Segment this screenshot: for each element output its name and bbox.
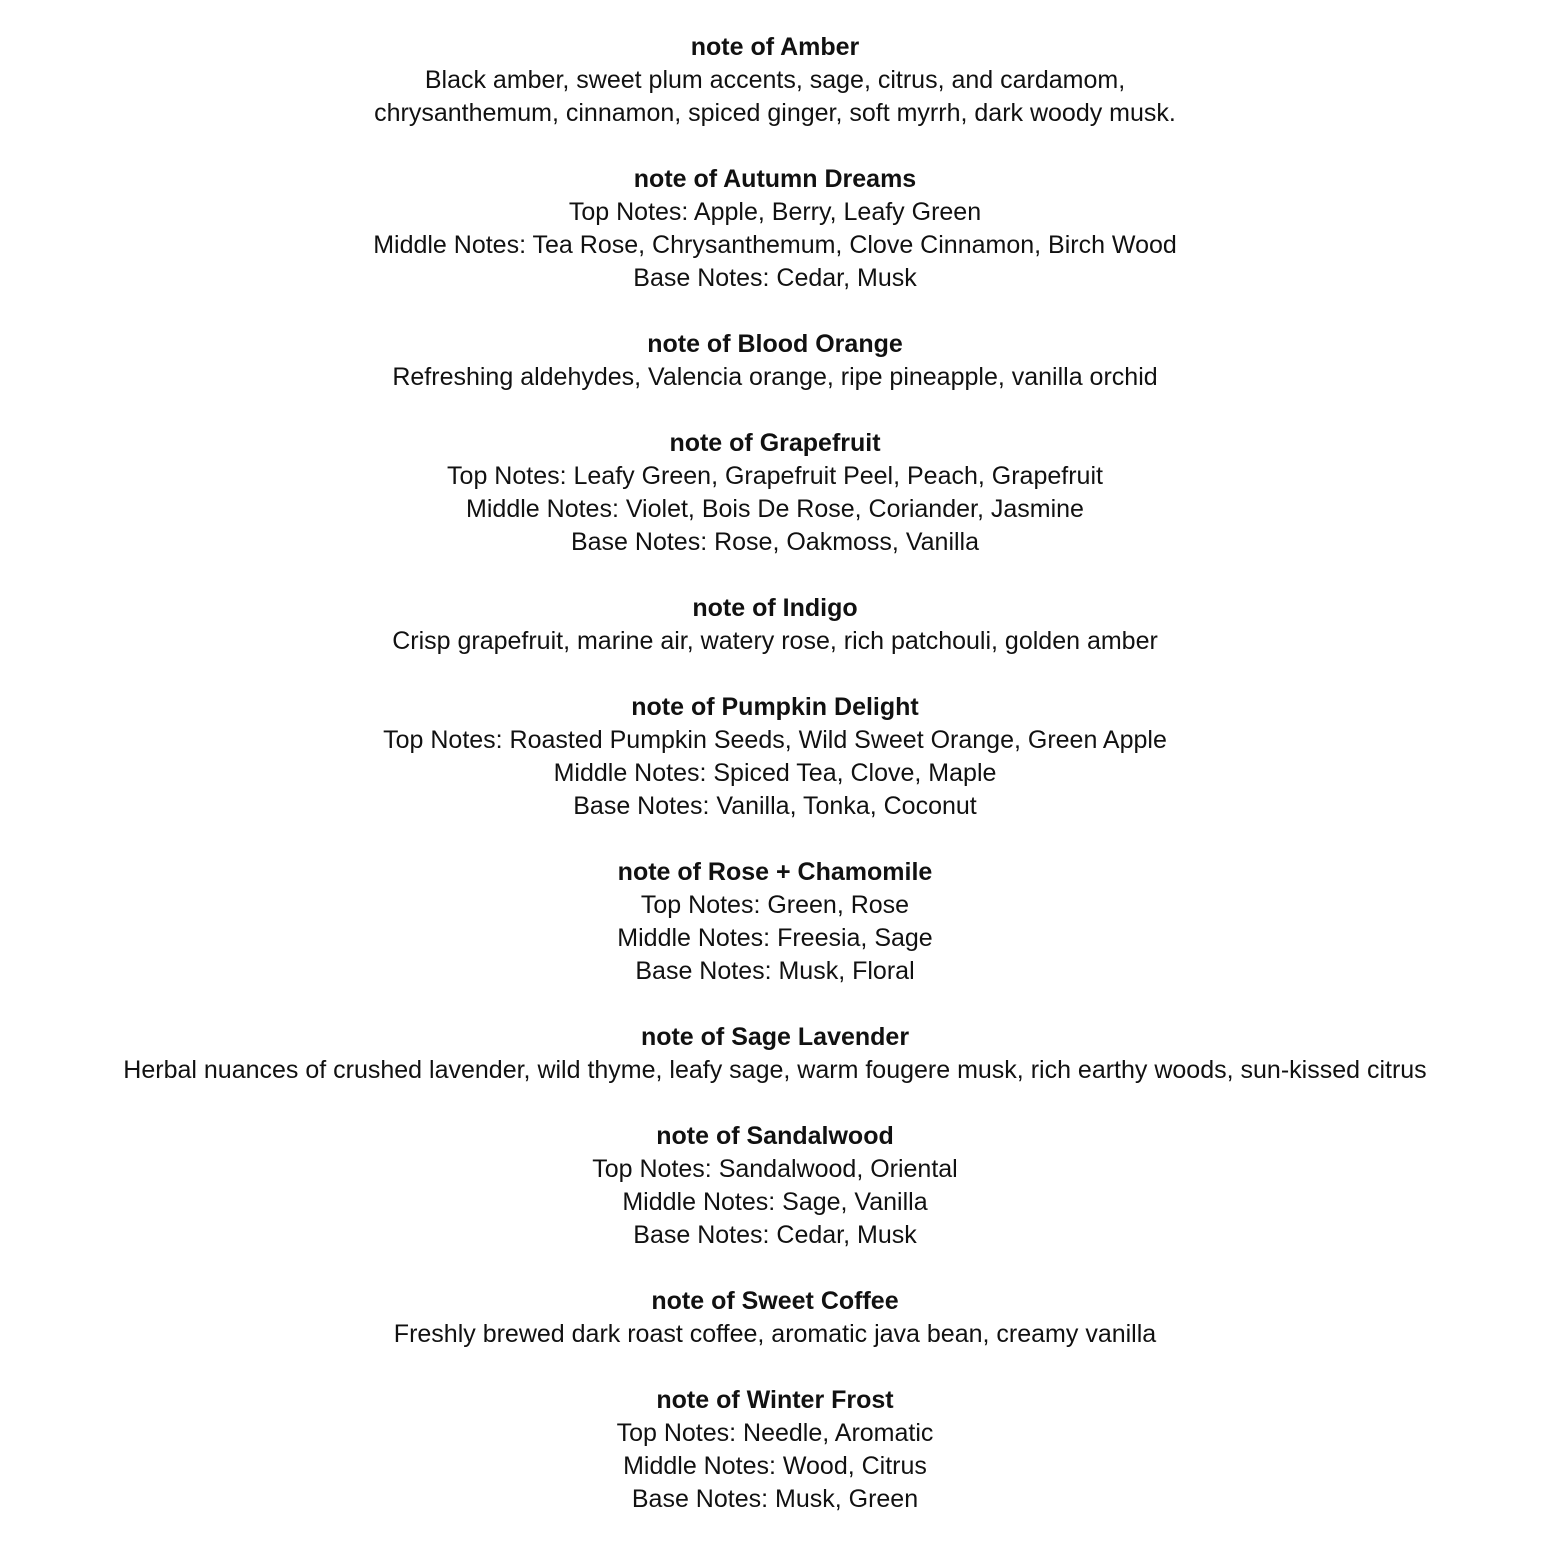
scent-entry-blood-orange (0, 328, 1550, 394)
scent-entry-indigo (0, 592, 1550, 658)
scent-entry-grapefruit (0, 427, 1550, 559)
base-notes-line: Base Notes: Cedar, Musk (633, 264, 917, 292)
scent-entry-rose-chamomile (0, 856, 1550, 988)
top-notes-line: Top Notes: Sandalwood, Oriental (592, 1155, 958, 1183)
top-notes-line: Top Notes: Leafy Green, Grapefruit Peel, Peach, Grapefruit (447, 462, 1103, 490)
base-notes-line: Base Notes: Cedar, Musk (633, 1221, 917, 1249)
top-notes-line: Top Notes: Apple, Berry, Leafy Green (568, 198, 982, 226)
scent-title: note of Autumn Dreams (633, 165, 917, 193)
scent-entry-amber (0, 31, 1550, 130)
base-notes-line: Base Notes: Musk, Green (631, 1485, 919, 1513)
scent-entry-sweet-coffee (0, 1285, 1550, 1351)
scent-description-line: Crisp grapefruit, marine air, watery rose, rich patchouli, golden amber (392, 627, 1158, 655)
middle-notes-line: Middle Notes: Spiced Tea, Clove, Maple (553, 759, 997, 787)
scent-description-line: chrysanthemum, cinnamon, spiced ginger, soft myrrh, dark woody musk. (374, 99, 1176, 127)
middle-notes-line: Middle Notes: Wood, Citrus (623, 1452, 927, 1480)
middle-notes-line: Middle Notes: Sage, Vanilla (622, 1188, 928, 1216)
middle-notes-line: Middle Notes: Tea Rose, Chrysanthemum, Clove Cinnamon, Birch Wood (373, 231, 1177, 259)
scent-title: note of Rose + Chamomile (617, 858, 933, 886)
scent-title: note of Sweet Coffee (651, 1287, 899, 1315)
scent-notes-document (0, 31, 1550, 1549)
scent-title: note of Winter Frost (656, 1386, 894, 1414)
scent-entry-autumn-dreams (0, 163, 1550, 295)
scent-title: note of Sage Lavender (640, 1023, 910, 1051)
scent-title: note of Amber (690, 33, 860, 61)
scent-description-line: Freshly brewed dark roast coffee, aromatic java bean, creamy vanilla (393, 1320, 1157, 1348)
scent-title: note of Indigo (692, 594, 858, 622)
scent-entry-pumpkin-delight (0, 691, 1550, 823)
scent-description-line: Herbal nuances of crushed lavender, wild thyme, leafy sage, warm fougere musk, rich earthy woods, sun-kissed citrus (123, 1056, 1427, 1084)
scent-entry-winter-frost (0, 1384, 1550, 1516)
scent-entry-sage-lavender (0, 1021, 1550, 1087)
scent-title: note of Pumpkin Delight (631, 693, 919, 721)
top-notes-line: Top Notes: Roasted Pumpkin Seeds, Wild Sweet Orange, Green Apple (383, 726, 1167, 754)
scent-description-line: Refreshing aldehydes, Valencia orange, ripe pineapple, vanilla orchid (392, 363, 1158, 391)
scent-description-line: Black amber, sweet plum accents, sage, citrus, and cardamom, (424, 66, 1126, 94)
scent-title: note of Blood Orange (647, 330, 903, 358)
base-notes-line: Base Notes: Vanilla, Tonka, Coconut (573, 792, 977, 820)
middle-notes-line: Middle Notes: Freesia, Sage (617, 924, 933, 952)
base-notes-line: Base Notes: Musk, Floral (635, 957, 915, 985)
scent-entry-sandalwood (0, 1120, 1550, 1252)
base-notes-line: Base Notes: Rose, Oakmoss, Vanilla (570, 528, 980, 556)
top-notes-line: Top Notes: Needle, Aromatic (616, 1419, 934, 1447)
top-notes-line: Top Notes: Green, Rose (640, 891, 910, 919)
scent-title: note of Sandalwood (656, 1122, 894, 1150)
middle-notes-line: Middle Notes: Violet, Bois De Rose, Coriander, Jasmine (466, 495, 1084, 523)
scent-title: note of Grapefruit (669, 429, 881, 457)
